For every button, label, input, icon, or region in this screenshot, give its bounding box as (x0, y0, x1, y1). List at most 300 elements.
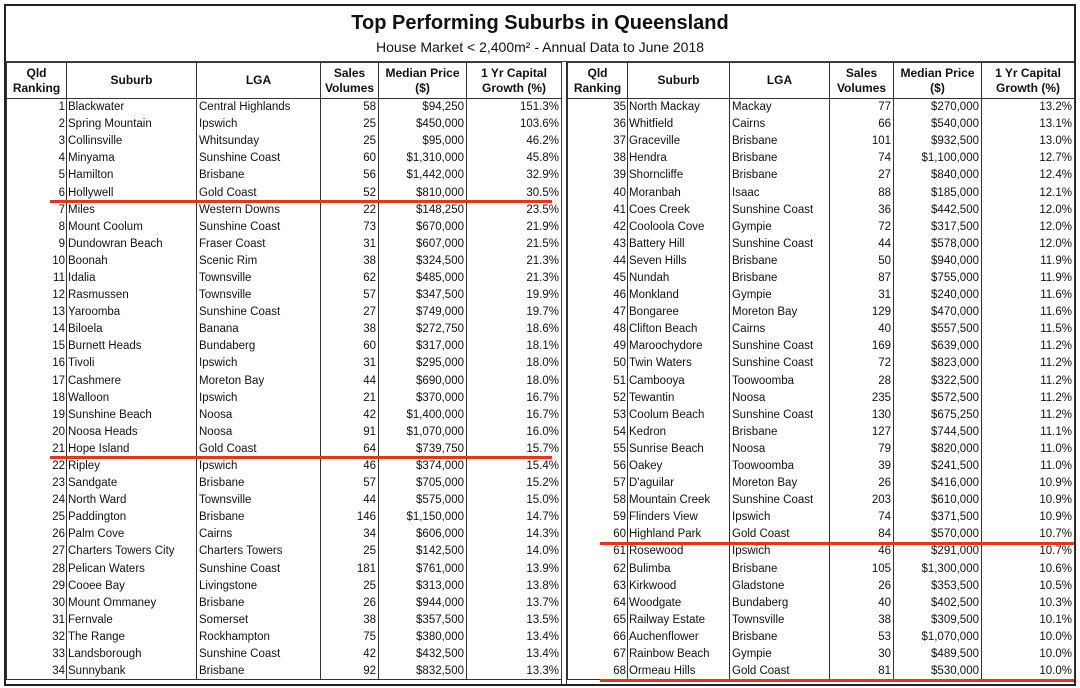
cell-lga: Banana (197, 321, 321, 338)
cell-growth: 11.2% (982, 389, 1075, 406)
cell-price: $578,000 (894, 235, 982, 252)
cell-sales: 40 (830, 321, 894, 338)
table-row (568, 252, 1075, 269)
cell-suburb: Sandgate (67, 475, 197, 492)
col-lga-header: LGA (730, 63, 830, 99)
cell-price: $148,250 (379, 201, 467, 218)
cell-growth: 12.1% (982, 184, 1075, 201)
table-row (7, 492, 562, 509)
table-row (7, 457, 562, 474)
cell-suburb: Sunshine Beach (67, 406, 197, 423)
cell-growth: 10.0% (982, 628, 1075, 645)
cell-lga: Gold Coast (197, 184, 321, 201)
cell-price: $142,500 (379, 543, 467, 560)
table-row (7, 235, 562, 252)
cell-lga: Ipswich (730, 509, 830, 526)
cell-lga: Scenic Rim (197, 252, 321, 269)
cell-sales: 26 (830, 577, 894, 594)
cell-suburb: Clifton Beach (628, 321, 730, 338)
cell-price: $442,500 (894, 201, 982, 218)
cell-rank: 9 (7, 235, 67, 252)
cell-sales: 60 (321, 338, 379, 355)
cell-growth: 19.9% (467, 287, 562, 304)
cell-suburb: Auchenflower (628, 628, 730, 645)
cell-growth: 11.9% (982, 252, 1075, 269)
table-row (568, 269, 1075, 286)
cell-sales: 56 (321, 167, 379, 184)
cell-price: $572,500 (894, 389, 982, 406)
cell-rank: 16 (7, 355, 67, 372)
cell-rank: 54 (568, 423, 628, 440)
table-row (568, 167, 1075, 184)
cell-sales: 44 (830, 235, 894, 252)
cell-lga: Moreton Bay (730, 475, 830, 492)
cell-suburb: Landsborough (67, 646, 197, 663)
cell-growth: 21.5% (467, 235, 562, 252)
cell-price: $557,500 (894, 321, 982, 338)
cell-suburb: Tivoli (67, 355, 197, 372)
cell-price: $485,000 (379, 269, 467, 286)
cell-rank: 13 (7, 304, 67, 321)
table-row (568, 663, 1075, 680)
cell-suburb: Walloon (67, 389, 197, 406)
cell-suburb: Pelican Waters (67, 560, 197, 577)
cell-sales: 91 (321, 423, 379, 440)
table-row (7, 594, 562, 611)
cell-sales: 38 (321, 611, 379, 628)
cell-rank: 53 (568, 406, 628, 423)
cell-lga: Sunshine Coast (197, 218, 321, 235)
table-row (7, 560, 562, 577)
table-row (568, 287, 1075, 304)
table-row (7, 646, 562, 663)
cell-growth: 11.2% (982, 338, 1075, 355)
cell-price: $1,100,000 (894, 150, 982, 167)
cell-growth: 10.3% (982, 594, 1075, 611)
cell-lga: Townsville (197, 269, 321, 286)
table-row (7, 509, 562, 526)
cell-lga: Ipswich (730, 543, 830, 560)
cell-suburb: Graceville (628, 133, 730, 150)
cell-growth: 10.6% (982, 560, 1075, 577)
cell-suburb: North Mackay (628, 99, 730, 116)
cell-rank: 47 (568, 304, 628, 321)
table-row (7, 543, 562, 560)
table-row (7, 218, 562, 235)
cell-suburb: Rasmussen (67, 287, 197, 304)
cell-growth: 13.8% (467, 577, 562, 594)
table-row (568, 457, 1075, 474)
cell-price: $489,500 (894, 646, 982, 663)
cell-sales: 46 (830, 543, 894, 560)
table-row (568, 646, 1075, 663)
table-row (568, 355, 1075, 372)
cell-growth: 10.7% (982, 543, 1075, 560)
cell-price: $470,000 (894, 304, 982, 321)
table-row (568, 423, 1075, 440)
cell-rank: 30 (7, 594, 67, 611)
cell-lga: Toowoomba (730, 457, 830, 474)
cell-rank: 60 (568, 526, 628, 543)
cell-sales: 127 (830, 423, 894, 440)
cell-growth: 13.4% (467, 646, 562, 663)
cell-suburb: Sunrise Beach (628, 440, 730, 457)
cell-lga: Gold Coast (730, 526, 830, 543)
cell-growth: 11.0% (982, 457, 1075, 474)
cell-rank: 67 (568, 646, 628, 663)
cell-rank: 63 (568, 577, 628, 594)
cell-price: $749,000 (379, 304, 467, 321)
cell-rank: 38 (568, 150, 628, 167)
col-growth-header: 1 Yr Capital Growth (%) (467, 63, 562, 99)
cell-lga: Sunshine Coast (730, 355, 830, 372)
table-row (7, 406, 562, 423)
cell-price: $832,500 (379, 663, 467, 680)
cell-suburb: Boonah (67, 252, 197, 269)
cell-rank: 59 (568, 509, 628, 526)
col-rank-header: Qld Ranking (7, 63, 67, 99)
cell-lga: Noosa (197, 406, 321, 423)
cell-suburb: Ormeau Hills (628, 663, 730, 680)
cell-suburb: Hendra (628, 150, 730, 167)
cell-rank: 55 (568, 440, 628, 457)
table-row (568, 406, 1075, 423)
cell-growth: 11.0% (982, 440, 1075, 457)
cell-rank: 52 (568, 389, 628, 406)
cell-growth: 13.0% (982, 133, 1075, 150)
table-row (7, 663, 562, 680)
cell-growth: 10.7% (982, 526, 1075, 543)
cell-suburb: Fernvale (67, 611, 197, 628)
cell-rank: 48 (568, 321, 628, 338)
highlight-underline-68 (600, 679, 1074, 682)
col-price-header: Median Price ($) (894, 63, 982, 99)
cell-price: $744,500 (894, 423, 982, 440)
cell-price: $272,750 (379, 321, 467, 338)
col-suburb-header: Suburb (67, 63, 197, 99)
cell-sales: 36 (830, 201, 894, 218)
cell-growth: 11.9% (982, 269, 1075, 286)
report-sheet (4, 4, 1076, 686)
cell-sales: 34 (321, 526, 379, 543)
cell-suburb: Spring Mountain (67, 116, 197, 133)
cell-rank: 37 (568, 133, 628, 150)
table-row (568, 116, 1075, 133)
cell-lga: Bundaberg (730, 594, 830, 611)
cell-sales: 39 (830, 457, 894, 474)
col-lga-header: LGA (197, 63, 321, 99)
cell-price: $1,070,000 (379, 423, 467, 440)
cell-growth: 13.4% (467, 628, 562, 645)
cell-suburb: Maroochydore (628, 338, 730, 355)
cell-growth: 15.4% (467, 457, 562, 474)
cell-lga: Brisbane (197, 663, 321, 680)
cell-growth: 11.2% (982, 406, 1075, 423)
cell-sales: 75 (321, 628, 379, 645)
cell-sales: 25 (321, 116, 379, 133)
ranking-table-right (567, 62, 1075, 680)
cell-rank: 17 (7, 372, 67, 389)
cell-rank: 66 (568, 628, 628, 645)
cell-rank: 61 (568, 543, 628, 560)
cell-lga: Brisbane (730, 133, 830, 150)
table-row (7, 440, 562, 457)
col-suburb-header: Suburb (628, 63, 730, 99)
cell-lga: Gold Coast (197, 440, 321, 457)
cell-sales: 53 (830, 628, 894, 645)
cell-sales: 72 (830, 355, 894, 372)
cell-growth: 14.7% (467, 509, 562, 526)
table-row (7, 287, 562, 304)
cell-price: $944,000 (379, 594, 467, 611)
cell-growth: 10.1% (982, 611, 1075, 628)
cell-sales: 105 (830, 560, 894, 577)
cell-suburb: Cambooya (628, 372, 730, 389)
cell-rank: 22 (7, 457, 67, 474)
cell-lga: Ipswich (197, 355, 321, 372)
cell-growth: 10.9% (982, 492, 1075, 509)
cell-price: $820,000 (894, 440, 982, 457)
cell-price: $1,150,000 (379, 509, 467, 526)
cell-rank: 51 (568, 372, 628, 389)
cell-sales: 31 (830, 287, 894, 304)
cell-sales: 31 (321, 355, 379, 372)
cell-suburb: Battery Hill (628, 235, 730, 252)
cell-rank: 4 (7, 150, 67, 167)
cell-sales: 27 (321, 304, 379, 321)
cell-price: $1,400,000 (379, 406, 467, 423)
cell-rank: 28 (7, 560, 67, 577)
highlight-underline-6 (50, 200, 552, 203)
cell-suburb: Blackwater (67, 99, 197, 116)
cell-price: $240,000 (894, 287, 982, 304)
cell-price: $347,500 (379, 287, 467, 304)
cell-lga: Charters Towers (197, 543, 321, 560)
cell-suburb: Kedron (628, 423, 730, 440)
cell-rank: 27 (7, 543, 67, 560)
cell-suburb: Dundowran Beach (67, 235, 197, 252)
cell-growth: 11.2% (982, 355, 1075, 372)
cell-rank: 32 (7, 628, 67, 645)
cell-sales: 130 (830, 406, 894, 423)
cell-lga: Whitsunday (197, 133, 321, 150)
cell-sales: 235 (830, 389, 894, 406)
cell-growth: 18.6% (467, 321, 562, 338)
cell-suburb: Hope Island (67, 440, 197, 457)
cell-rank: 19 (7, 406, 67, 423)
table-row (568, 594, 1075, 611)
cell-lga: Sunshine Coast (730, 492, 830, 509)
cell-price: $610,000 (894, 492, 982, 509)
cell-price: $530,000 (894, 663, 982, 680)
cell-rank: 25 (7, 509, 67, 526)
cell-sales: 146 (321, 509, 379, 526)
cell-price: $810,000 (379, 184, 467, 201)
table-row (568, 492, 1075, 509)
cell-rank: 34 (7, 663, 67, 680)
cell-lga: Moreton Bay (730, 304, 830, 321)
cell-sales: 31 (321, 235, 379, 252)
cell-rank: 64 (568, 594, 628, 611)
table-row (568, 133, 1075, 150)
table-row (568, 235, 1075, 252)
cell-lga: Somerset (197, 611, 321, 628)
highlight-underline-60 (600, 542, 1074, 545)
cell-rank: 43 (568, 235, 628, 252)
cell-lga: Ipswich (197, 116, 321, 133)
cell-rank: 11 (7, 269, 67, 286)
cell-lga: Sunshine Coast (730, 338, 830, 355)
cell-sales: 21 (321, 389, 379, 406)
cell-suburb: Shorncliffe (628, 167, 730, 184)
cell-price: $370,000 (379, 389, 467, 406)
cell-growth: 13.2% (982, 99, 1075, 116)
cell-sales: 44 (321, 492, 379, 509)
cell-sales: 84 (830, 526, 894, 543)
cell-price: $185,000 (894, 184, 982, 201)
table-row (7, 526, 562, 543)
cell-price: $309,500 (894, 611, 982, 628)
cell-lga: Cairns (730, 321, 830, 338)
cell-growth: 14.0% (467, 543, 562, 560)
cell-lga: Ipswich (197, 457, 321, 474)
cell-lga: Sunshine Coast (197, 560, 321, 577)
cell-lga: Townsville (197, 287, 321, 304)
cell-rank: 44 (568, 252, 628, 269)
cell-rank: 5 (7, 167, 67, 184)
cell-sales: 203 (830, 492, 894, 509)
cell-sales: 52 (321, 184, 379, 201)
cell-growth: 18.0% (467, 372, 562, 389)
cell-suburb: Collinsville (67, 133, 197, 150)
cell-price: $1,310,000 (379, 150, 467, 167)
cell-sales: 27 (830, 167, 894, 184)
cell-sales: 181 (321, 560, 379, 577)
cell-growth: 13.3% (467, 663, 562, 680)
cell-suburb: Ripley (67, 457, 197, 474)
table-row (568, 372, 1075, 389)
cell-lga: Gympie (730, 287, 830, 304)
cell-price: $1,442,000 (379, 167, 467, 184)
cell-lga: Western Downs (197, 201, 321, 218)
table-body-left (7, 99, 562, 680)
cell-rank: 8 (7, 218, 67, 235)
cell-rank: 20 (7, 423, 67, 440)
cell-price: $690,000 (379, 372, 467, 389)
cell-growth: 16.0% (467, 423, 562, 440)
cell-rank: 12 (7, 287, 67, 304)
cell-suburb: Kirkwood (628, 577, 730, 594)
cell-suburb: Railway Estate (628, 611, 730, 628)
cell-growth: 11.5% (982, 321, 1075, 338)
table-row (7, 321, 562, 338)
table-row (7, 338, 562, 355)
cell-rank: 56 (568, 457, 628, 474)
cell-suburb: Tewantin (628, 389, 730, 406)
cell-sales: 50 (830, 252, 894, 269)
cell-price: $840,000 (894, 167, 982, 184)
cell-suburb: Idalia (67, 269, 197, 286)
cell-price: $357,500 (379, 611, 467, 628)
table-row (7, 201, 562, 218)
cell-lga: Noosa (197, 423, 321, 440)
table-body-right (568, 99, 1075, 680)
cell-price: $324,500 (379, 252, 467, 269)
cell-rank: 2 (7, 116, 67, 133)
cell-lga: Gladstone (730, 577, 830, 594)
col-rank-header: Qld Ranking (568, 63, 628, 99)
cell-rank: 36 (568, 116, 628, 133)
cell-rank: 10 (7, 252, 67, 269)
cell-rank: 14 (7, 321, 67, 338)
cell-price: $755,000 (894, 269, 982, 286)
cell-rank: 50 (568, 355, 628, 372)
cell-growth: 21.3% (467, 269, 562, 286)
table-row (568, 389, 1075, 406)
cell-rank: 23 (7, 475, 67, 492)
cell-suburb: Charters Towers City (67, 543, 197, 560)
cell-suburb: Bulimba (628, 560, 730, 577)
cell-growth: 11.6% (982, 287, 1075, 304)
cell-growth: 21.3% (467, 252, 562, 269)
cell-growth: 12.4% (982, 167, 1075, 184)
cell-lga: Isaac (730, 184, 830, 201)
cell-suburb: The Range (67, 628, 197, 645)
cell-rank: 46 (568, 287, 628, 304)
cell-growth: 18.1% (467, 338, 562, 355)
cell-lga: Gympie (730, 218, 830, 235)
cell-price: $1,300,000 (894, 560, 982, 577)
cell-price: $374,000 (379, 457, 467, 474)
cell-lga: Brisbane (730, 423, 830, 440)
cell-suburb: Hamilton (67, 167, 197, 184)
cell-growth: 10.0% (982, 646, 1075, 663)
cell-lga: Brisbane (197, 475, 321, 492)
cell-price: $416,000 (894, 475, 982, 492)
table-row (7, 184, 562, 201)
cell-suburb: Mount Coolum (67, 218, 197, 235)
table-row (568, 99, 1075, 116)
cell-rank: 29 (7, 577, 67, 594)
title-block (6, 6, 1074, 62)
cell-growth: 46.2% (467, 133, 562, 150)
cell-price: $371,500 (894, 509, 982, 526)
cell-suburb: Cooee Bay (67, 577, 197, 594)
table-row (7, 423, 562, 440)
cell-sales: 64 (321, 440, 379, 457)
table-row (568, 611, 1075, 628)
cell-price: $380,000 (379, 628, 467, 645)
table-row (568, 577, 1075, 594)
table-row (7, 116, 562, 133)
cell-price: $291,000 (894, 543, 982, 560)
cell-sales: 60 (321, 150, 379, 167)
cell-price: $270,000 (894, 99, 982, 116)
cell-lga: Fraser Coast (197, 235, 321, 252)
cell-lga: Ipswich (197, 389, 321, 406)
cell-price: $353,500 (894, 577, 982, 594)
cell-lga: Sunshine Coast (197, 150, 321, 167)
cell-growth: 11.1% (982, 423, 1075, 440)
cell-lga: Noosa (730, 440, 830, 457)
cell-price: $450,000 (379, 116, 467, 133)
col-sales-header: Sales Volumes (830, 63, 894, 99)
cell-sales: 42 (321, 406, 379, 423)
table-row (7, 355, 562, 372)
cell-lga: Cairns (197, 526, 321, 543)
cell-sales: 26 (830, 475, 894, 492)
cell-growth: 14.3% (467, 526, 562, 543)
